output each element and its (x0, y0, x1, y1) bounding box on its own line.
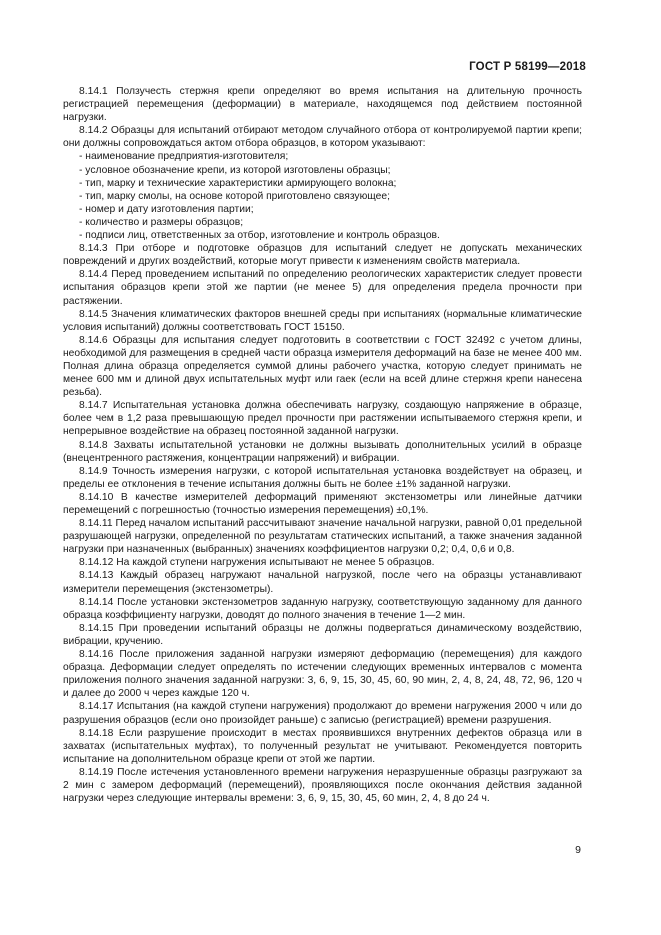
paragraph: 8.14.10 В качестве измерителей деформаций применяют экстензометры или линейные датчики перемещений с погрешностью (точностью измерения перемещения) ±0,1%. (63, 491, 582, 516)
list-item: - условное обозначение крепи, из которой изготовлены образцы; (79, 164, 391, 176)
paragraph: 8.14.7 Испытательная установка должна обеспечивать нагрузку, создающую напряжение в образце, более чем в 1,2 раза превышающую предел прочности при растяжении испытываемого стержня крепи, и непрерывное воздействие на образец постоянной заданной нагрузки. (63, 400, 582, 438)
paragraph: 8.14.15 При проведении испытаний образцы не должны подвергаться динамическому воздействию, вибрации, кручению. (63, 622, 582, 647)
list-item: - подписи лиц, ответственных за отбор, изготовление и контроль образцов. (79, 230, 440, 242)
paragraph: 8.14.4 Перед проведением испытаний по определению реологических характеристик следует провести испытания образцов крепи этой же партии (не менее 5) для определения предела прочности при растяжении. (63, 269, 582, 307)
list-item: - количество и размеры образцов; (79, 216, 244, 228)
paragraph: 8.14.13 Каждый образец нагружают начальной нагрузкой, после чего на образцы устанавливают измерители перемещения (экстензометры). (63, 570, 582, 595)
paragraph: 8.14.17 Испытания (на каждой ступени нагружения) продолжают до времени нагружения 2000 ч или до разрушения образцов (если оно произойдет раньше) с записью (регистрацией) времени разрушения. (63, 701, 582, 726)
list-item: - наименование предприятия-изготовителя; (79, 151, 289, 163)
paragraph: 8.14.11 Перед началом испытаний рассчитывают значение начальной нагрузки, равной 0,01 предельной разрушающей нагрузки, определенной по результатам статических испытаний, а также значения заданной нагрузки при назначенных (выбранных) значениях коэффициентов нагрузки 0,2; 0,4, 0,6 и 0,8. (63, 518, 582, 556)
paragraph: 8.14.14 После установки экстензометров заданную нагрузку, соответствующую заданному для данного образца коэффициенту нагрузки, доводят до полного значения в течение 1—2 мин. (63, 596, 582, 621)
paragraph: 8.14.3 При отборе и подготовке образцов для испытаний следует не допускать механических повреждений и других воздействий, которые могут привести к изменениям свойств материала. (63, 243, 582, 268)
document-code: ГОСТ Р 58199—2018 (469, 61, 586, 73)
list-item: - тип, марку смолы, на основе которой приготовлено связующее; (79, 190, 390, 202)
paragraph: 8.14.5 Значения климатических факторов внешней среды при испытаниях (нормальные климатические условия испытаний) должны соответствовать ГОСТ 15150. (63, 308, 582, 333)
paragraph: 8.14.16 После приложения заданной нагрузки измеряют деформацию (перемещения) для каждого образца. Деформации следует определять по истечении следующих временных интервалов с момента приложения полного значения заданной нагрузки: 3, 6, 9, 15, 30, 45, 60, 90 мин, 2, 4, 8, 24, 48, 72, 96, 120 ч и далее до 2000 ч через каждые 120 ч. (63, 649, 582, 700)
list-item: - тип, марку и технические характеристики армирующего волокна; (79, 177, 397, 189)
document-body (63, 85, 582, 805)
paragraph: 8.14.8 Захваты испытательной установки не должны вызывать дополнительных усилий в образце (внецентренного растяжения, концентрации напряжений) и вибрации. (63, 439, 582, 464)
paragraph: 8.14.18 Если разрушение происходит в местах проявившихся внутренних дефектов образца или в захватах (испытательных муфтах), то полученный результат не учитывают. Рекомендуется повторить испытание на дополнительном образце крепи от этой же партии. (63, 727, 582, 765)
paragraph: 8.14.2 Образцы для испытаний отбирают методом случайного отбора от контролируемой партии крепи; они должны сопровождаться актом отбора образцов, в котором указывают: (63, 125, 582, 150)
paragraph: 8.14.12 На каждой ступени нагружения испытывают не менее 5 образцов. (79, 557, 435, 569)
page-number: 9 (575, 844, 581, 856)
paragraph: 8.14.6 Образцы для испытания следует подготовить в соответствии с ГОСТ 32492 с учетом длины, необходимой для размещения в средней части образца измерителя деформаций на базе не менее 400 мм. Полная длина образца определяется суммой длины рабочего участка, которую следует принимать не менее 600 мм и длиной двух испытательных муфт или гаек (если на всей длине стержня крепи нанесена резьба). (63, 334, 582, 399)
paragraph: 8.14.1 Ползучесть стержня крепи определяют во время испытания на длительную прочность регистрацией перемещения (деформации) в материале, находящемся под действием постоянной нагрузки. (63, 86, 582, 124)
paragraph: 8.14.9 Точность измерения нагрузки, с которой испытательная установка воздействует на образец, и пределы ее отклонения в течение испытания должны быть не более ±1% заданной нагрузки. (63, 465, 582, 490)
paragraph: 8.14.19 После истечения установленного времени нагружения неразрушенные образцы разгружают за 2 мин с замером деформаций (перемещений), проявляющихся после окончания действия заданной нагрузки через следующие интервалы времени: 3, 6, 9, 15, 30, 45, 60 мин, 2, 4, 8 до 24 ч. (63, 766, 582, 805)
list-item: - номер и дату изготовления партии; (79, 203, 254, 215)
